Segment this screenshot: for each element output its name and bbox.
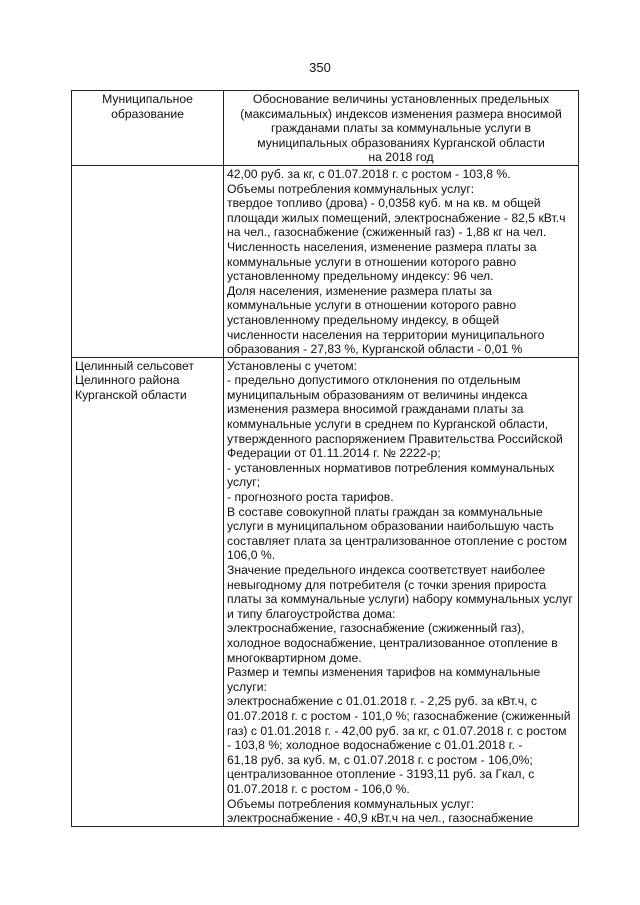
text-line: утвержденного распоряжением Правительства Российской — [227, 431, 563, 446]
text-line: численности населения на территории муниципального — [227, 327, 545, 342]
text-line: Целинный сельсовет — [75, 358, 194, 373]
text-line: 106,0 %. — [227, 548, 276, 563]
text-line: невыгодному для потребителя (с точки зрения прироста — [227, 577, 547, 592]
text-line: услуги в муниципальном образовании наибольшую часть — [227, 519, 554, 534]
text-line: Объемы потребления коммунальных услуг: — [227, 796, 475, 811]
text-line: Установлены с учетом: — [227, 358, 357, 373]
text-line: на чел., газоснабжение (сжиженный газ) - 1,88 кг на чел. — [227, 225, 547, 240]
text-line: централизованное отопление - 3193,11 руб. за Гкал, с — [227, 767, 535, 782]
text-line: - предельно допустимого отклонения по отдельным — [227, 373, 521, 388]
text-line: услуги: — [227, 679, 267, 694]
text-line: изменения размера вносимой гражданами платы за — [227, 402, 524, 417]
text-line: Обоснование величины установленных предельных — [252, 92, 550, 106]
text-line: составляет плата за централизованное отопление с ростом — [227, 533, 567, 548]
text-line: Значение предельного индекса соответствует наиболее — [227, 563, 546, 577]
text-line: установленному предельному индексу, в общей — [227, 312, 500, 327]
text-line: муниципальных образованиях Курганской области — [257, 135, 545, 150]
text-line: газ) с 01.01.2018 г. - 42,00 руб. за кг, с 01.07.2018 г. с ростом — [227, 723, 567, 738]
text-line: гражданами платы за коммунальные услуги в — [270, 121, 532, 136]
municipality-cell — [72, 357, 224, 826]
text-line: - 103,8 %; холодное водоснабжение с 01.01.2018 г. - — [227, 738, 523, 753]
text-line: электроснабжение - 40,9 кВт.ч на чел., газоснабжение — [227, 811, 534, 826]
text-line: Муниципальное — [102, 92, 193, 106]
text-line: установленному предельному индексу: 96 чел. — [227, 269, 494, 284]
text-line: - установленных нормативов потребления коммунальных — [227, 460, 555, 475]
text-line: Численность населения, изменение размера платы за — [227, 239, 537, 254]
text-line: коммунальные услуги в отношении которого равно — [227, 298, 517, 313]
text-line: коммунальные услуги в отношении которого равно — [227, 254, 517, 269]
text-line: электроснабжение с 01.01.2018 г. - 2,25 руб. за кВт.ч, с — [227, 694, 537, 709]
page-number: 350 — [309, 60, 331, 75]
text-line: многоквартирном доме. — [227, 650, 362, 665]
text-line: на 2018 год — [368, 150, 434, 165]
text-line: Размер и темпы изменения тарифов на коммунальные — [227, 665, 541, 680]
text-line: образования - 27,83 %, Курганской области - 0,01 % — [227, 342, 523, 357]
text-line: платы за коммунальные услуги) набору коммунальных услуг — [227, 592, 573, 607]
text-line: - прогнозного роста тарифов. — [227, 490, 394, 505]
header-municipality-cell — [72, 91, 224, 166]
text-line: площади жилых помещений, электроснабжение - 82,5 кВт.ч — [227, 210, 566, 225]
text-line: 61,18 руб. за куб. м, с 01.07.2018 г. с ростом - 106,0%; — [227, 752, 533, 767]
table-header-row — [72, 91, 579, 166]
text-line: услуг; — [227, 475, 261, 490]
text-line: 01.07.2018 г. с ростом - 101,0 %; газоснабжение (сжиженный — [227, 708, 571, 723]
tariff-justification-table — [71, 90, 579, 827]
text-line: коммунальные услуги в среднем по Курганской области, — [227, 417, 549, 432]
municipality-cell — [72, 165, 224, 357]
text-line: холодное водоснабжение, централизованное отопление в — [227, 635, 558, 650]
text-line: образование — [111, 106, 184, 121]
text-line: Целинного района — [75, 373, 180, 388]
header-justification-cell — [224, 91, 579, 166]
table-row — [72, 357, 579, 826]
text-line: электроснабжение, газоснабжение (сжиженный газ), — [227, 621, 525, 636]
text-line: Объемы потребления коммунальных услуг: — [227, 181, 475, 196]
justification-cell — [224, 357, 579, 826]
justification-cell — [224, 165, 579, 357]
text-line: 01.07.2018 г. с ростом - 106,0 %. — [227, 781, 410, 796]
text-line: муниципальным образованиям от величины индекса — [227, 387, 528, 402]
text-line: (максимальных) индексов изменения размера вносимой — [240, 106, 562, 121]
text-line: Доля населения, изменение размера платы за — [227, 283, 492, 298]
text-line: Курганской области — [75, 387, 187, 402]
text-line: твердое топливо (дрова) - 0,0358 куб. м на кв. м общей — [227, 196, 541, 211]
text-line: и типу благоустройства дома: — [227, 606, 396, 621]
text-line: 42,00 руб. за кг, с 01.07.2018 г. с ростом - 103,8 %. — [227, 166, 511, 181]
table-row — [72, 165, 579, 357]
text-line: В составе совокупной платы граждан за коммунальные — [227, 504, 543, 519]
text-line: Федерации от 01.11.2014 г. № 2222-р; — [227, 446, 441, 461]
